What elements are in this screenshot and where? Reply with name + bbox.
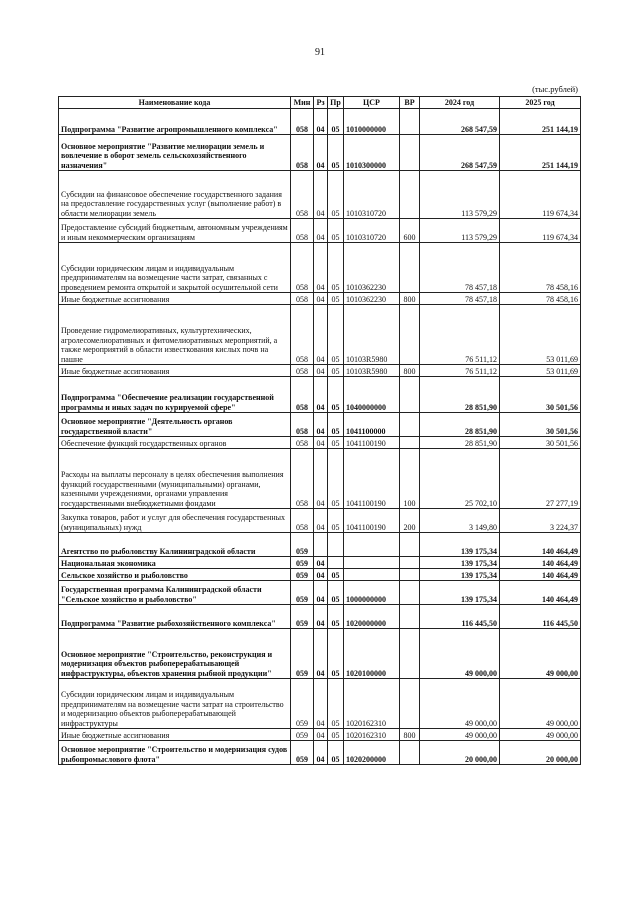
header-vr: ВР bbox=[400, 97, 420, 109]
row-2025-cell: 20 000,00 bbox=[500, 741, 581, 765]
row-csr-cell: 1020100000 bbox=[344, 629, 400, 679]
table-row bbox=[59, 243, 581, 293]
row-2024-cell: 3 149,80 bbox=[420, 509, 500, 533]
row-2025-cell: 140 464,49 bbox=[500, 581, 581, 605]
row-2024-cell: 49 000,00 bbox=[420, 679, 500, 729]
table-row bbox=[59, 509, 581, 533]
row-vr-cell bbox=[400, 605, 420, 629]
row-vr-cell bbox=[400, 569, 420, 581]
row-pr-cell: 05 bbox=[328, 569, 344, 581]
row-2024-cell: 76 511,12 bbox=[420, 365, 500, 377]
header-pr: Пр bbox=[328, 97, 344, 109]
row-pr-cell: 05 bbox=[328, 509, 344, 533]
row-rz-cell: 04 bbox=[314, 305, 328, 365]
row-vr-cell bbox=[400, 741, 420, 765]
row-2024-cell: 116 445,50 bbox=[420, 605, 500, 629]
row-rz-cell: 04 bbox=[314, 377, 328, 413]
row-csr-cell: 1041100190 bbox=[344, 437, 400, 449]
row-2024-cell: 113 579,29 bbox=[420, 219, 500, 243]
table-row bbox=[59, 377, 581, 413]
row-name-cell: Государственная программа Калининградской области "Сельское хозяйство и рыболовство" bbox=[59, 581, 291, 605]
row-2024-cell: 49 000,00 bbox=[420, 729, 500, 741]
row-min-cell: 058 bbox=[291, 135, 314, 171]
row-min-cell: 059 bbox=[291, 581, 314, 605]
row-2024-cell: 28 851,90 bbox=[420, 413, 500, 437]
table-row bbox=[59, 679, 581, 729]
row-pr-cell: 05 bbox=[328, 437, 344, 449]
row-rz-cell: 04 bbox=[314, 135, 328, 171]
row-min-cell: 059 bbox=[291, 533, 314, 557]
row-pr-cell: 05 bbox=[328, 629, 344, 679]
row-min-cell: 058 bbox=[291, 243, 314, 293]
row-vr-cell bbox=[400, 629, 420, 679]
row-pr-cell: 05 bbox=[328, 741, 344, 765]
row-csr-cell bbox=[344, 533, 400, 557]
row-min-cell: 059 bbox=[291, 729, 314, 741]
row-2024-cell: 28 851,90 bbox=[420, 437, 500, 449]
row-pr-cell: 05 bbox=[328, 449, 344, 509]
row-vr-cell bbox=[400, 533, 420, 557]
row-vr-cell bbox=[400, 581, 420, 605]
row-pr-cell: 05 bbox=[328, 729, 344, 741]
row-rz-cell: 04 bbox=[314, 509, 328, 533]
row-2024-cell: 139 175,34 bbox=[420, 533, 500, 557]
row-rz-cell: 04 bbox=[314, 741, 328, 765]
row-pr-cell bbox=[328, 533, 344, 557]
row-rz-cell: 04 bbox=[314, 605, 328, 629]
row-rz-cell: 04 bbox=[314, 243, 328, 293]
row-name-cell: Основное мероприятие "Строительство и модернизация судов рыбопромыслового флота" bbox=[59, 741, 291, 765]
row-name-cell: Сельское хозяйство и рыболовство bbox=[59, 569, 291, 581]
table-row bbox=[59, 293, 581, 305]
row-name-cell: Предоставление субсидий бюджетным, автономным учреждениям и иным некоммерческим организациям bbox=[59, 219, 291, 243]
row-vr-cell bbox=[400, 679, 420, 729]
row-csr-cell: 1010310720 bbox=[344, 171, 400, 219]
header-2024: 2024 год bbox=[420, 97, 500, 109]
row-2025-cell: 119 674,34 bbox=[500, 171, 581, 219]
row-pr-cell: 05 bbox=[328, 293, 344, 305]
row-vr-cell: 800 bbox=[400, 729, 420, 741]
row-name-cell: Субсидии юридическим лицам и индивидуальным предпринимателям на возмещение части затрат, связанных с проведением ремонта открытой и закрытой осушительной сети bbox=[59, 243, 291, 293]
row-name-cell: Основное мероприятие "Деятельность органов государственной власти" bbox=[59, 413, 291, 437]
row-csr-cell: 1010362230 bbox=[344, 293, 400, 305]
row-2024-cell: 20 000,00 bbox=[420, 741, 500, 765]
row-min-cell: 058 bbox=[291, 365, 314, 377]
row-vr-cell bbox=[400, 305, 420, 365]
header-2025: 2025 год bbox=[500, 97, 581, 109]
row-min-cell: 058 bbox=[291, 437, 314, 449]
row-pr-cell bbox=[328, 557, 344, 569]
row-rz-cell: 04 bbox=[314, 729, 328, 741]
row-vr-cell bbox=[400, 135, 420, 171]
table-row bbox=[59, 557, 581, 569]
row-2025-cell: 251 144,19 bbox=[500, 109, 581, 135]
row-rz-cell: 04 bbox=[314, 629, 328, 679]
row-2025-cell: 53 011,69 bbox=[500, 305, 581, 365]
row-vr-cell: 200 bbox=[400, 509, 420, 533]
row-vr-cell bbox=[400, 413, 420, 437]
table-row bbox=[59, 449, 581, 509]
row-pr-cell: 05 bbox=[328, 171, 344, 219]
row-csr-cell: 1041100000 bbox=[344, 413, 400, 437]
row-min-cell: 058 bbox=[291, 377, 314, 413]
table-row bbox=[59, 533, 581, 557]
row-min-cell: 058 bbox=[291, 109, 314, 135]
row-name-cell: Подпрограмма "Обеспечение реализации государственной программы и иных задач по курируемой сфере" bbox=[59, 377, 291, 413]
header-csr: ЦСР bbox=[344, 97, 400, 109]
row-vr-cell bbox=[400, 377, 420, 413]
row-rz-cell: 04 bbox=[314, 171, 328, 219]
table-row bbox=[59, 135, 581, 171]
table-row bbox=[59, 365, 581, 377]
row-vr-cell: 600 bbox=[400, 219, 420, 243]
row-pr-cell: 05 bbox=[328, 413, 344, 437]
row-name-cell: Субсидии на финансовое обеспечение государственного задания на предоставление государственных услуг (выполнение работ) в области мелиорации земель bbox=[59, 171, 291, 219]
row-vr-cell: 800 bbox=[400, 365, 420, 377]
row-rz-cell bbox=[314, 533, 328, 557]
row-pr-cell: 05 bbox=[328, 305, 344, 365]
row-2025-cell: 49 000,00 bbox=[500, 629, 581, 679]
row-2025-cell: 30 501,56 bbox=[500, 413, 581, 437]
row-vr-cell: 100 bbox=[400, 449, 420, 509]
row-name-cell: Подпрограмма "Развитие агропромышленного комплекса" bbox=[59, 109, 291, 135]
row-2025-cell: 140 464,49 bbox=[500, 569, 581, 581]
row-vr-cell bbox=[400, 243, 420, 293]
row-min-cell: 059 bbox=[291, 679, 314, 729]
row-2025-cell: 53 011,69 bbox=[500, 365, 581, 377]
row-pr-cell: 05 bbox=[328, 219, 344, 243]
row-2025-cell: 119 674,34 bbox=[500, 219, 581, 243]
row-csr-cell: 1040000000 bbox=[344, 377, 400, 413]
page-number: 91 bbox=[315, 47, 325, 58]
row-pr-cell: 05 bbox=[328, 365, 344, 377]
row-csr-cell: 10103R5980 bbox=[344, 305, 400, 365]
row-csr-cell: 1041100190 bbox=[344, 449, 400, 509]
row-2025-cell: 27 277,19 bbox=[500, 449, 581, 509]
header-name: Наименование кода bbox=[59, 97, 291, 109]
row-2024-cell: 268 547,59 bbox=[420, 135, 500, 171]
row-2024-cell: 139 175,34 bbox=[420, 557, 500, 569]
table-row bbox=[59, 219, 581, 243]
row-2025-cell: 49 000,00 bbox=[500, 679, 581, 729]
row-name-cell: Основное мероприятие "Строительство, реконструкция и модернизация объектов рыбоперерабатывающей инфраструктуры, объектов хранения рыбной продукции" bbox=[59, 629, 291, 679]
row-min-cell: 058 bbox=[291, 449, 314, 509]
row-2024-cell: 139 175,34 bbox=[420, 581, 500, 605]
table-row bbox=[59, 741, 581, 765]
row-csr-cell: 1020162310 bbox=[344, 729, 400, 741]
row-pr-cell: 05 bbox=[328, 109, 344, 135]
row-2024-cell: 139 175,34 bbox=[420, 569, 500, 581]
row-name-cell: Закупка товаров, работ и услуг для обеспечения государственных (муниципальных) нужд bbox=[59, 509, 291, 533]
row-2024-cell: 76 511,12 bbox=[420, 305, 500, 365]
row-csr-cell: 1010000000 bbox=[344, 109, 400, 135]
row-csr-cell: 1041100190 bbox=[344, 509, 400, 533]
row-vr-cell bbox=[400, 109, 420, 135]
row-pr-cell: 05 bbox=[328, 377, 344, 413]
row-pr-cell: 05 bbox=[328, 581, 344, 605]
budget-table bbox=[58, 96, 581, 765]
row-2024-cell: 268 547,59 bbox=[420, 109, 500, 135]
row-min-cell: 058 bbox=[291, 509, 314, 533]
row-2024-cell: 78 457,18 bbox=[420, 293, 500, 305]
row-rz-cell: 04 bbox=[314, 557, 328, 569]
row-pr-cell: 05 bbox=[328, 605, 344, 629]
row-2025-cell: 140 464,49 bbox=[500, 557, 581, 569]
row-min-cell: 058 bbox=[291, 293, 314, 305]
row-rz-cell: 04 bbox=[314, 109, 328, 135]
row-csr-cell: 1000000000 bbox=[344, 581, 400, 605]
row-csr-cell: 1010300000 bbox=[344, 135, 400, 171]
table-header bbox=[59, 97, 581, 109]
row-vr-cell bbox=[400, 557, 420, 569]
row-name-cell: Расходы на выплаты персоналу в целях обеспечения выполнения функций государственными (муниципальными) органами, казенными учреждениями, органами управления государственными внебюджетными фондами bbox=[59, 449, 291, 509]
row-2024-cell: 49 000,00 bbox=[420, 629, 500, 679]
row-name-cell: Иные бюджетные ассигнования bbox=[59, 293, 291, 305]
row-name-cell: Подпрограмма "Развитие рыбохозяйственного комплекса" bbox=[59, 605, 291, 629]
row-vr-cell bbox=[400, 171, 420, 219]
row-pr-cell: 05 bbox=[328, 679, 344, 729]
row-min-cell: 058 bbox=[291, 171, 314, 219]
row-min-cell: 058 bbox=[291, 305, 314, 365]
table-row bbox=[59, 437, 581, 449]
row-rz-cell: 04 bbox=[314, 437, 328, 449]
header-rz: Рз bbox=[314, 97, 328, 109]
row-min-cell: 059 bbox=[291, 605, 314, 629]
row-vr-cell: 800 bbox=[400, 293, 420, 305]
row-name-cell: Иные бюджетные ассигнования bbox=[59, 729, 291, 741]
row-name-cell: Иные бюджетные ассигнования bbox=[59, 365, 291, 377]
row-2024-cell: 78 457,18 bbox=[420, 243, 500, 293]
row-rz-cell: 04 bbox=[314, 581, 328, 605]
table-row bbox=[59, 581, 581, 605]
row-csr-cell: 1020162310 bbox=[344, 679, 400, 729]
row-2025-cell: 78 458,16 bbox=[500, 293, 581, 305]
row-rz-cell: 04 bbox=[314, 293, 328, 305]
row-csr-cell: 1010310720 bbox=[344, 219, 400, 243]
row-2025-cell: 30 501,56 bbox=[500, 377, 581, 413]
row-rz-cell: 04 bbox=[314, 569, 328, 581]
row-2024-cell: 28 851,90 bbox=[420, 377, 500, 413]
row-pr-cell: 05 bbox=[328, 243, 344, 293]
table-row bbox=[59, 569, 581, 581]
row-2024-cell: 113 579,29 bbox=[420, 171, 500, 219]
row-name-cell: Проведение гидромелиоративных, культуртехнических, агролесомелиоративных и фитомелиоративных мероприятий, а также мероприятий в области известкования кислых почв на пашне bbox=[59, 305, 291, 365]
row-rz-cell: 04 bbox=[314, 449, 328, 509]
row-min-cell: 058 bbox=[291, 413, 314, 437]
row-csr-cell bbox=[344, 569, 400, 581]
row-2024-cell: 25 702,10 bbox=[420, 449, 500, 509]
row-name-cell: Национальная экономика bbox=[59, 557, 291, 569]
row-rz-cell: 04 bbox=[314, 219, 328, 243]
table-row bbox=[59, 605, 581, 629]
row-csr-cell: 1010362230 bbox=[344, 243, 400, 293]
row-min-cell: 059 bbox=[291, 569, 314, 581]
row-rz-cell: 04 bbox=[314, 679, 328, 729]
row-min-cell: 059 bbox=[291, 629, 314, 679]
table-row bbox=[59, 413, 581, 437]
table-row bbox=[59, 109, 581, 135]
row-rz-cell: 04 bbox=[314, 365, 328, 377]
row-vr-cell bbox=[400, 437, 420, 449]
row-2025-cell: 3 224,37 bbox=[500, 509, 581, 533]
row-2025-cell: 140 464,49 bbox=[500, 533, 581, 557]
row-csr-cell: 1020200000 bbox=[344, 741, 400, 765]
unit-label: (тыс.рублей) bbox=[532, 84, 578, 94]
table-row bbox=[59, 171, 581, 219]
row-name-cell: Агентство по рыболовству Калининградской области bbox=[59, 533, 291, 557]
header-min: Мин bbox=[291, 97, 314, 109]
row-min-cell: 059 bbox=[291, 741, 314, 765]
table-row bbox=[59, 305, 581, 365]
row-name-cell: Субсидии юридическим лицам и индивидуальным предпринимателям на возмещение части затрат на строительство и модернизацию объектов рыбоперерабатывающей инфраструктуры bbox=[59, 679, 291, 729]
row-2025-cell: 30 501,56 bbox=[500, 437, 581, 449]
row-2025-cell: 78 458,16 bbox=[500, 243, 581, 293]
row-min-cell: 058 bbox=[291, 219, 314, 243]
row-rz-cell: 04 bbox=[314, 413, 328, 437]
table-row bbox=[59, 729, 581, 741]
row-name-cell: Основное мероприятие "Развитие мелиорации земель и вовлечение в оборот земель сельскохозяйственного назначения" bbox=[59, 135, 291, 171]
row-csr-cell: 10103R5980 bbox=[344, 365, 400, 377]
row-csr-cell bbox=[344, 557, 400, 569]
row-2025-cell: 116 445,50 bbox=[500, 605, 581, 629]
row-2025-cell: 251 144,19 bbox=[500, 135, 581, 171]
row-pr-cell: 05 bbox=[328, 135, 344, 171]
row-csr-cell: 1020000000 bbox=[344, 605, 400, 629]
row-name-cell: Обеспечение функций государственных органов bbox=[59, 437, 291, 449]
row-2025-cell: 49 000,00 bbox=[500, 729, 581, 741]
table-row bbox=[59, 629, 581, 679]
row-min-cell: 059 bbox=[291, 557, 314, 569]
